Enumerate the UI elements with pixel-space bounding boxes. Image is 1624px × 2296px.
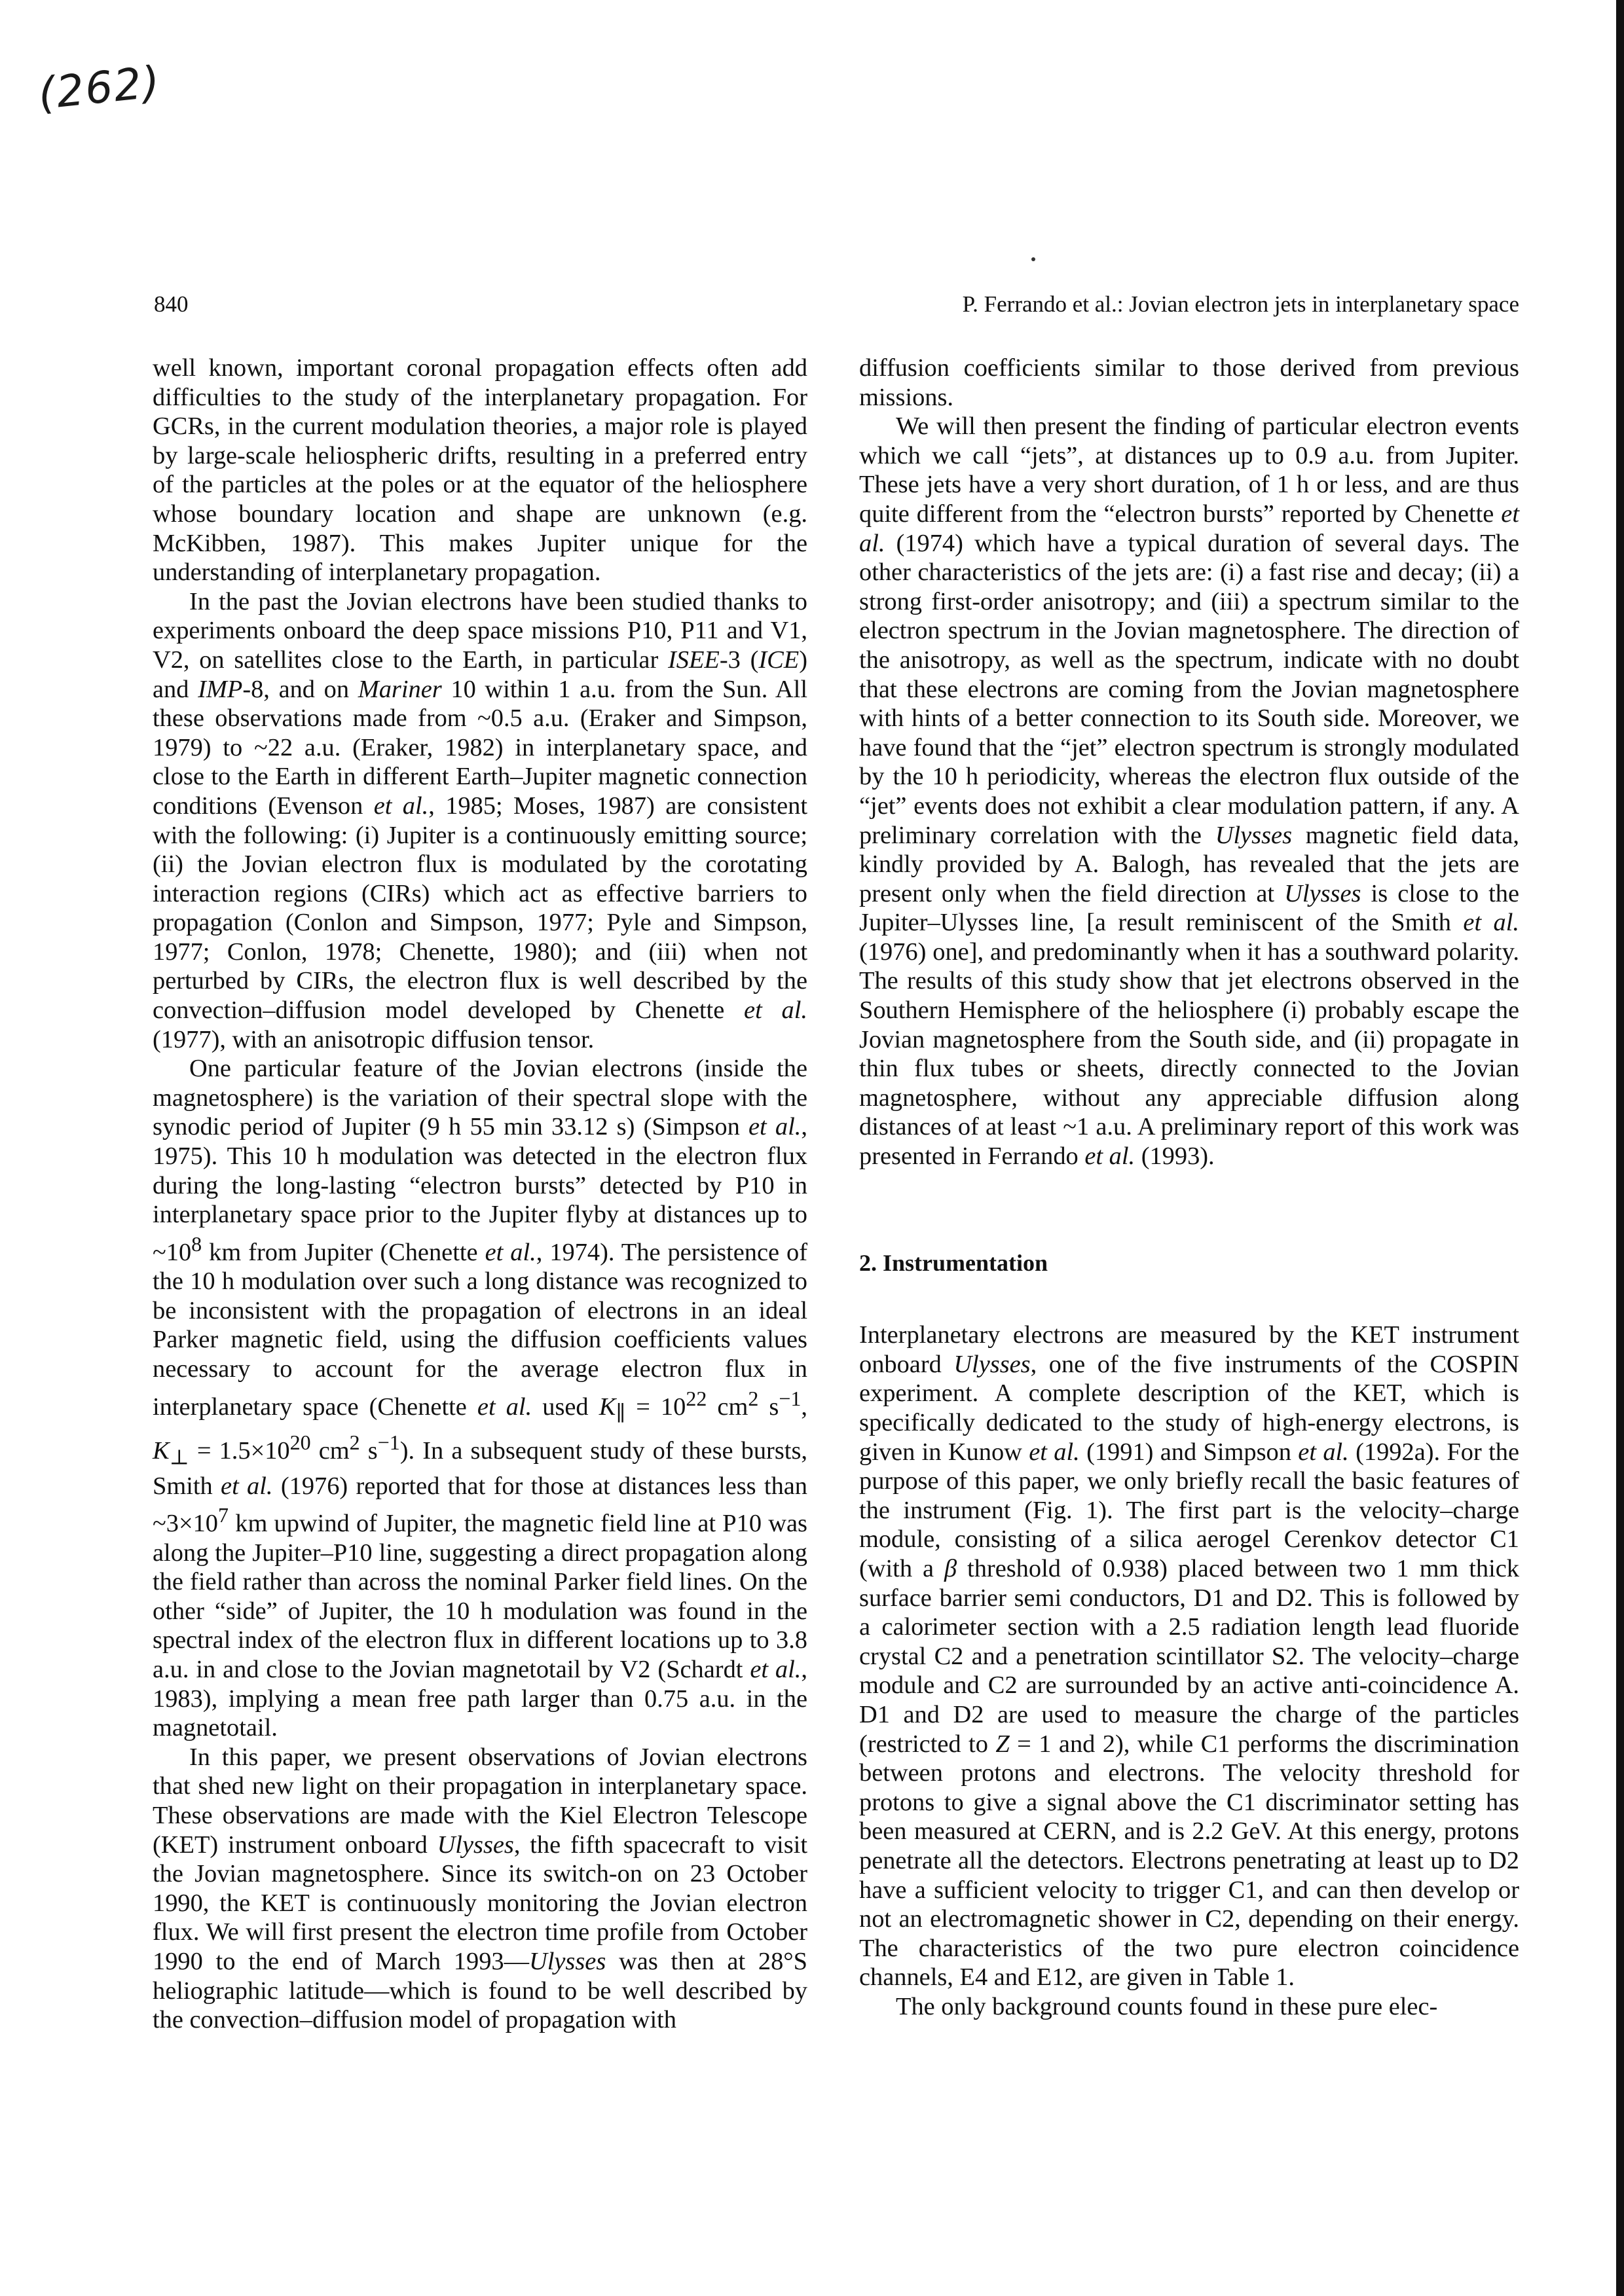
left-column xyxy=(153,354,807,2035)
running-head: P. Ferrando et al.: Jovian electron jets in interplanetary space xyxy=(962,291,1519,317)
paragraph: well known, important coronal propagation effects often add difficulties to the study of the interplanetary propagation. For GCRs, in the current modulation theories, a major role is played by large-scale heliospheric drifts, resulting in a preferred entry of the particles at the poles or at the equator of the heliosphere whose boundary location and shape are unknown (e.g. McKibben, 1987). This makes Jupiter unique for the understanding of interplanetary propagation. xyxy=(153,354,807,587)
handwritten-note: (262) xyxy=(35,56,164,120)
page-number: 840 xyxy=(154,291,189,317)
scan-edge xyxy=(1616,0,1624,2296)
paragraph: We will then present the finding of particular electron events which we call “jets”, at distances up to 0.9 a.u. from Jupiter. These jets have a very short duration, of 1 h or less, and are thus quite different from the “electron bursts” reported by Chenette et al. (1974) which have a typical duration of several days. The other characteristics of the jets are: (i) a fast rise and decay; (ii) a strong first-order anisotropy; and (iii) a spectrum similar to the electron spectrum in the Jovian magnetosphere. The direction of the anisotropy, as well as the spectrum, indicate with no doubt that these electrons are coming from the Jovian magnetosphere with hints of a better connection to its South side. Moreover, we have found that the “jet” electron spectrum is strongly modulated by the 10 h periodicity, whereas the electron flux outside of the “jet” events does not exhibit a clear modulation pattern, if any. A preliminary correlation with the Ulysses magnetic field data, kindly provided by A. Balogh, has revealed that the jets are present only when the field direction at Ulysses is close to the Jupiter–Ulysses line, [a result reminiscent of the Smith et al. (1976) one], and predominantly when it has a southward polarity. The results of this study show that jet electrons observed in the Southern Hemisphere of the heliosphere (i) probably escape the Jovian magnetosphere from the South side, and (ii) propagate in thin flux tubes or sheets, directly connected to the Jovian magnetosphere, without any appreciable diffusion along distances of at least ~1 a.u. A preliminary report of this work was presented in Ferrando et al. (1993). xyxy=(859,412,1520,1171)
section-heading: 2. Instrumentation xyxy=(859,1249,1048,1276)
scan-dot xyxy=(1031,257,1035,261)
right-column xyxy=(859,354,1519,2021)
paragraph: Interplanetary electrons are measured by the KET instrument onboard Ulysses, one of the five instruments of the COSPIN experiment. A complete description of the KET, which is specifically dedicated to the study of high-energy electrons, is given in Kunow et al. (1991) and Simpson et al. (1992a). For the purpose of this paper, we only briefly recall the basic features of the instrument (Fig. 1). The first part is the velocity–charge module, consisting of a silica aerogel Cerenkov detector C1 (with a β threshold of 0.938) placed between two 1 mm thick surface barrier semi conductors, D1 and D2. This is followed by a calorimeter section with a 2.5 radiation length lead fluoride crystal C2 and a penetration scintillator S2. The velocity–charge module and C2 are surrounded by an active anti-coincidence A. D1 and D2 are used to measure the charge of the particles (restricted to Z = 1 and 2), while C1 performs the discrimination between protons and electrons. The velocity threshold for protons to give a signal above the C1 discriminator setting has been measured at CERN, and is 2.2 GeV. At this energy, protons penetrate all the detectors. Electrons penetrating at least up to D2 have a sufficient velocity to trigger C1, and can then develop or not an electromagnetic shower in C2, depending on their energy. The characteristics of the two pure electron coincidence channels, E4 and E12, are given in Table 1. xyxy=(859,1321,1520,1992)
paragraph: diffusion coefficients similar to those derived from previous missions. xyxy=(859,354,1519,411)
paragraph: In this paper, we present observations of Jovian electrons that shed new light on their propagation in interplanetary space. These observations are made with the Kiel Electron Telescope (KET) instrument onboard Ulysses, the fifth spacecraft to visit the Jovian magnetosphere. Since its switch-on on 23 October 1990, the KET is continuously monitoring the Jovian electron flux. We will first present the electron time profile from October 1990 to the end of March 1993—Ulysses was then at 28°S heliographic latitude—which is found to be well described by the convection–diffusion model of propagation with xyxy=(153,1743,807,2034)
paragraph: In the past the Jovian electrons have been studied thanks to experiments onboard the deep space missions P10, P11 and V1, V2, on satellites close to the Earth, in particular ISEE-3 (ICE) and IMP-8, and on Mariner 10 within 1 a.u. from the Sun. All these observations made from ~0.5 a.u. (Eraker and Simpson, 1979) to ~22 a.u. (Eraker, 1982) in interplanetary space, and close to the Earth in different Earth–Jupiter magnetic connection conditions (Evenson et al., 1985; Moses, 1987) are consistent with the following: (i) Jupiter is a continuously emitting source; (ii) the Jovian electron flux is modulated by the corotating interaction regions (CIRs) which act as effective barriers to propagation (Conlon and Simpson, 1977; Pyle and Simpson, 1977; Conlon, 1978; Chenette, 1980); and (iii) when not perturbed by CIRs, the electron flux is well described by the convection–diffusion model developed by Chenette et al. (1977), with an anisotropic diffusion tensor. xyxy=(153,587,807,1053)
paragraph: The only background counts found in these pure elec- xyxy=(896,1992,1438,2020)
paragraph: One particular feature of the Jovian electrons (inside the magnetosphere) is the variation of their spectral slope with the synodic period of Jupiter (9 h 55 min 33.12 s) (Simpson et al., 1975). This 10 h modulation was detected in the electron flux during the long-lasting “electron bursts” detected by P10 in interplanetary space prior to the Jupiter flyby at distances up to $\sim 10^8$ km from Jupiter (Chenette et al., 1974). The persistence of the 10 h modulation over such a long distance was recognized to be inconsistent with the propagation of electrons in an ideal Parker magnetic field, using the diffusion coefficients values necessary to account for the average electron flux in interplanetary space (Chenette et al. used $K_\parallel = 10^{22}$ $cm^2$ $s^{-1}$, $K_\perp = 1.5\times 10^{20}$ $cm^2$ $s^{-1}$). In a subsequent study of these bursts, Smith et al. (1976) reported that for those at distances less than $\sim 3\times 10^7$ km upwind of Jupiter, the magnetic field line at P10 was along the Jupiter–P10 line, suggesting a direct propagation along the field rather than across the nominal Parker field lines. On the other “side” of Jupiter, the 10 h modulation was found in the spectral index of the electron flux in different locations up to 3.8 a.u. in and close to the Jovian magnetotail by V2 (Schardt et al., 1983), implying a mean free path larger than 0.75 a.u. in the magnetotail. xyxy=(153,1055,808,1742)
